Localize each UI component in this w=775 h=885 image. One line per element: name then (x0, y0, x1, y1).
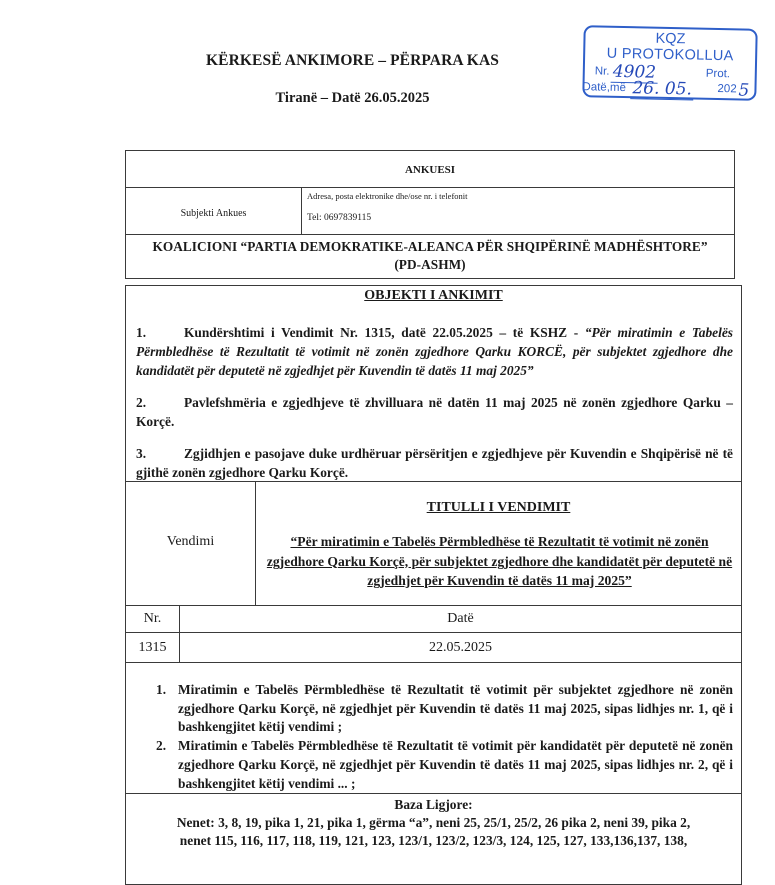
protocol-stamp (582, 25, 757, 101)
object-item-1: 1. Kundërshtimi i Vendimit Nr. 1315, datë 22.05.2025 – të KSHZ - “Për miratimin e Tabelës Përmbledhëse të Rezultatit të votimit në zonën zgjedhore Qarku KORCË, për subjektet zgjedhore dhe kandidatët për deputetë në zgjedhjet për Kuvendin të datës 11 maj 2025” (136, 325, 733, 378)
subject-label: Subjekti Ankues (180, 208, 247, 219)
object-item-2: 2. Pavlefshmëria e zgjedhjeve të zhvilluara në datën 11 maj 2025 në zonën zgjedhore Qarku – Korçë. (136, 395, 733, 429)
decision-label: Vendimi (166, 534, 215, 549)
stamp-org: KQZ (655, 30, 686, 48)
decision-point: 1. Miratimin e Tabelës Përmbledhëse të Rezultatit të votimit për subjektet zgjedhore në zonën zgjedhore Qarku Korçë, në zgjedhjet për Kuvendin të datës 11 maj 2025, sipas lidhjes nr. 1, që i bashkengjitet këtij vendimi ; (156, 682, 733, 735)
stamp-date-prefix: Datë,më (582, 81, 627, 95)
stamp-label: U PROTOKOLLUA (606, 45, 734, 65)
divider (126, 793, 741, 794)
divider (301, 187, 302, 234)
decision-point: 2. Miratimin e Tabelës Përmbledhëse të Rezultatit të votimit për kandidatët për deputetë në zonën zgjedhore Qarku Korçë, në zgjedhjet për Kuvendin të datës 11 maj 2025, sipas lidhjes nr. 2, që i bashkengjitet këtij vendimi ... ; (156, 738, 733, 791)
coalition-full-name: KOALICIONI “PARTIA DEMOKRATIKE-ALEANCA PËR SHQIPËRINË MADHËSHTORE” (152, 239, 708, 254)
complainant-table (125, 150, 735, 279)
object-heading: OBJEKTI I ANKIMIT (364, 288, 503, 303)
stamp-date-year-hand: 5 (738, 80, 750, 101)
complainant-heading: ANKUESI (404, 164, 456, 176)
stamp-date-value: 26. 05. (630, 78, 694, 100)
decision-number: 1315 (138, 640, 167, 655)
stamp-nr-suffix: Prot. (705, 67, 731, 81)
document-title: KËRKESË ANKIMORE – PËRPARA KAS (206, 52, 499, 69)
divider (126, 605, 741, 606)
divider (126, 662, 741, 663)
stamp-nr-prefix: Nr. (594, 65, 610, 78)
complaint-object-table (125, 285, 742, 885)
address-label: Adresa, posta elektronike dhe/ose nr. i telefonit (307, 191, 468, 201)
decision-points (156, 681, 733, 793)
legal-basis-heading: Baza Ligjore: (394, 797, 473, 812)
phone-number: Tel: 0697839115 (307, 213, 372, 223)
decision-title-text: “Për miratimin e Tabelës Përmbledhëse të Rezultatit të votimit në zonën zgjedhore Qarku Korçë, për subjektet zgjedhore dhe kandidatët për deputetë në zgjedhjet për Kuvendin të datës 11 maj 2025” (266, 534, 733, 588)
decision-date: 22.05.2025 (429, 640, 492, 655)
stamp-date-year: 202 (717, 83, 737, 96)
coalition-abbr: (PD-ASHM) (394, 257, 466, 272)
date-header: Datë (447, 611, 474, 626)
coalition-name (126, 238, 734, 274)
divider (126, 481, 741, 482)
decision-title-heading: TITULLI I VENDIMIT (426, 500, 571, 515)
nr-header: Nr. (143, 611, 162, 626)
stamp-nr-value: 4902 (611, 62, 659, 84)
legal-basis-text: Nenet: 3, 8, 19, pika 1, 21, pika 1, gërma “a”, neni 25, 25/1, 25/2, 26 pika 2, neni 39, pika 2, nenet 115, 116, 117, 118, 119, 121, 123, 123/1, 123/2, 123/3, 124, 125, 127, 133,136,137, 138, (176, 815, 691, 848)
object-item-3: 3. Zgjidhjen e pasojave duke urdhëruar përsëritjen e zgjedhjeve për Kuvendin e Shqipërisë në të gjithë zonën zgjedhore Qarku Korçë. (136, 446, 733, 480)
divider (126, 234, 734, 235)
divider (126, 187, 734, 188)
place-date: Tiranë – Datë 26.05.2025 (275, 90, 430, 106)
divider (126, 632, 741, 633)
